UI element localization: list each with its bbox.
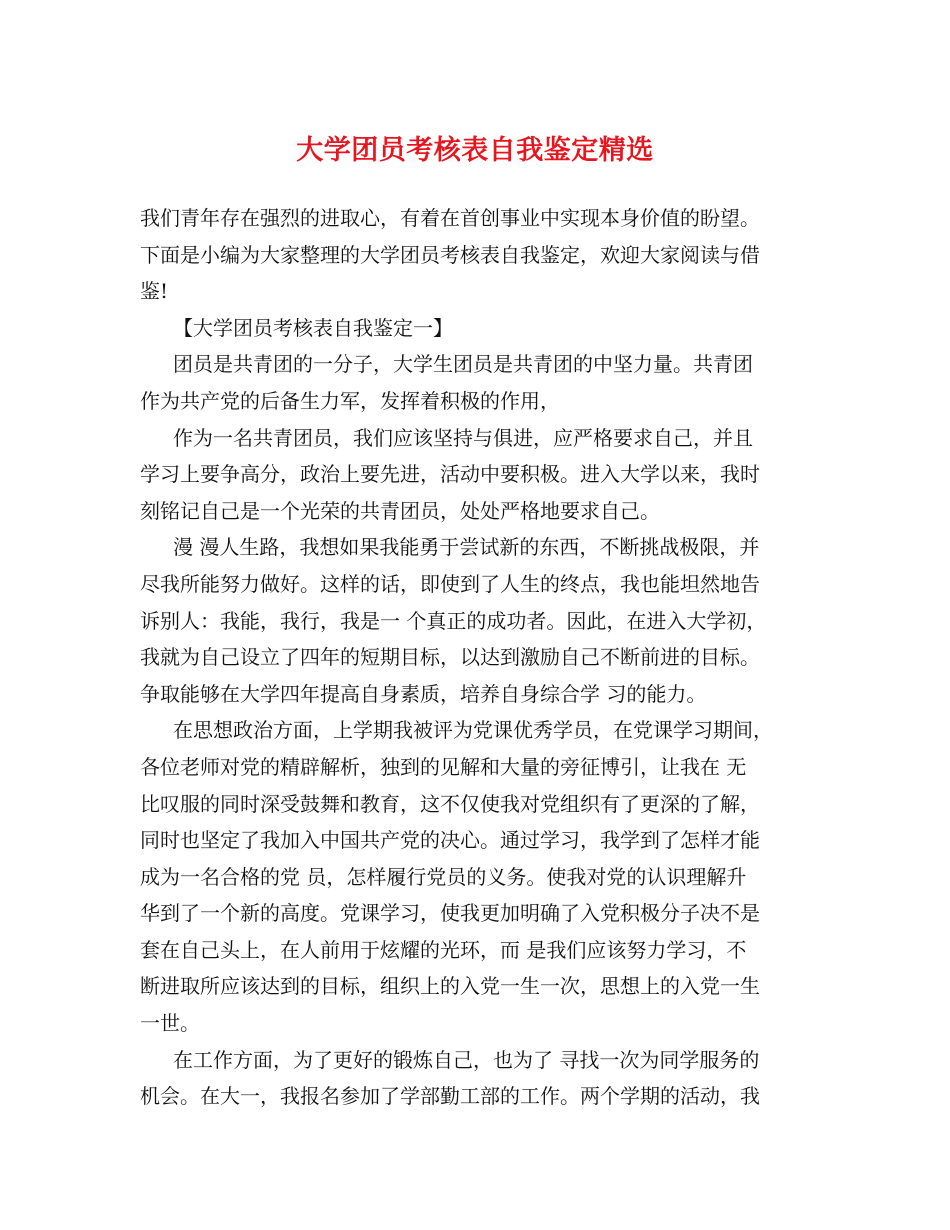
text-line: 鉴! [140, 279, 169, 304]
text-line: 在思想政治方面，上学期我被评为党课优秀学员，在党课学习期间， [173, 718, 773, 743]
text-line: 各位老师对党的精辟解析，独到的见解和大量的旁征博引，让我在 无 [140, 754, 747, 779]
text-line: 同时也坚定了我加入中国共产党的决心。通过学习，我学到了怎样才能 [140, 828, 760, 853]
text-line: 华到了一个新的高度。党课学习，使我更加明确了入党积极分子决不是 [140, 901, 760, 926]
text-line: 一世。 [140, 1011, 200, 1036]
text-line: 刻铭记自己是一个光荣的共青团员，处处严格地要求自己。 [140, 498, 660, 523]
text-line: 比叹服的同时深受鼓舞和教育，这不仅使我对党组织有了更深的了解， [140, 791, 760, 816]
text-line: 断进取所应该达到的目标，组织上的入党一生一次，思想上的入党一生 [140, 974, 760, 999]
text-line: 漫 漫人生路，我想如果我能勇于尝试新的东西，不断挑战极限，并 [173, 535, 760, 560]
document-body [140, 200, 830, 1115]
text-line: 在工作方面，为了更好的锻炼自己，也为了 寻找一次为同学服务的 [173, 1047, 760, 1072]
text-line: 作为一名共青团员，我们应该坚持与俱进，应严格要求自己，并且 [173, 425, 753, 450]
text-line: 机会。在大一，我报名参加了学部勤工部的工作。两个学期的活动，我 [140, 1084, 760, 1109]
text-line: 作为共产党的后备生力军，发挥着积极的作用， [140, 388, 560, 413]
text-line: 套在自己头上，在人前用于炫耀的光环，而 是我们应该努力学习，不 [140, 937, 747, 962]
text-line: 我就为自己设立了四年的短期目标，以达到激励自己不断前进的目标。 [140, 645, 760, 670]
text-line: 下面是小编为大家整理的大学团员考核表自我鉴定，欢迎大家阅读与借 [140, 242, 760, 267]
text-line: 争取能够在大学四年提高自身素质，培养自身综合学 习的能力。 [140, 681, 707, 706]
text-line: 【大学团员考核表自我鉴定一】 [173, 315, 453, 340]
text-line: 我们青年存在强烈的进取心，有着在首创事业中实现本身价值的盼望。 [140, 206, 760, 230]
document-title: 大学团员考核表自我鉴定精选 [296, 135, 654, 166]
text-line: 成为一名合格的党 员，怎样履行党员的义务。使我对党的认识理解升 [140, 864, 747, 889]
text-line: 团员是共青团的一分子，大学生团员是共青团的中坚力量。共青团 [173, 352, 753, 377]
text-line: 尽我所能努力做好。这样的话，即使到了人生的终点，我也能坦然地告 [140, 571, 760, 596]
text-line: 诉别人：我能，我行，我是一 个真正的成功者。因此，在进入大学初， [140, 608, 767, 633]
text-line: 学习上要争高分，政治上要先进，活动中要积极。进入大学以来，我时 [140, 462, 760, 487]
